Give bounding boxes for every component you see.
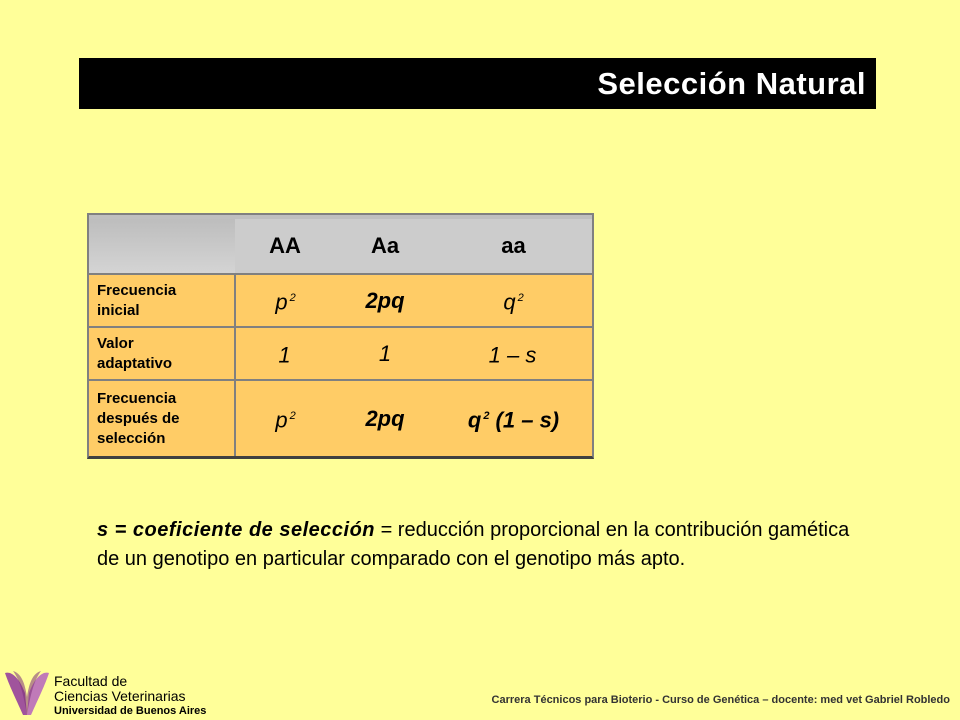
table-row bbox=[89, 380, 592, 456]
cell-AA: p $^2$ bbox=[235, 274, 335, 327]
slide-title: Selección Natural bbox=[597, 65, 866, 101]
definition-text bbox=[97, 516, 857, 574]
header-Aa: Aa bbox=[335, 217, 435, 274]
definition-body: = reducción proporcional en la contribución gamética de un genotipo en particular comparado con el genotipo más apto. bbox=[97, 519, 850, 570]
cell-AA: p $^2$ bbox=[235, 380, 335, 456]
genotype-table bbox=[87, 213, 594, 459]
header-AA: AA bbox=[235, 217, 335, 274]
header-aa: aa bbox=[435, 217, 592, 274]
definition-term: s = coeficiente de selección bbox=[97, 519, 376, 541]
faculty-logo bbox=[0, 663, 220, 720]
table-row bbox=[89, 274, 592, 327]
cell-Aa: 2pq bbox=[335, 380, 435, 456]
row-label: Frecuencia inicial bbox=[89, 274, 235, 327]
title-bar bbox=[79, 58, 876, 109]
header-corner bbox=[89, 217, 235, 274]
footer-credit: Carrera Técnicos para Bioterio - Curso de Genética – docente: med vet Gabriel Robledo bbox=[491, 694, 950, 706]
logo-line1: Facultad de bbox=[54, 673, 128, 689]
cell-Aa: 2pq bbox=[335, 274, 435, 327]
cell-AA: 1 bbox=[235, 327, 335, 380]
faculty-v-logo-icon bbox=[3, 667, 51, 719]
cell-aa: 1 – s bbox=[435, 327, 592, 380]
row-label: Valor adaptativo bbox=[89, 327, 235, 380]
cell-aa: q $^2$ (1 – s) bbox=[435, 380, 592, 456]
header-row bbox=[89, 217, 592, 274]
cell-aa: q $^2$ bbox=[435, 274, 592, 327]
logo-line3: Universidad de Buenos Aires bbox=[54, 705, 207, 717]
logo-line2: Ciencias Veterinarias bbox=[54, 688, 186, 704]
row-label: Frecuencia después de selección bbox=[89, 380, 235, 456]
table-row bbox=[89, 327, 592, 380]
cell-Aa: 1 bbox=[335, 327, 435, 380]
